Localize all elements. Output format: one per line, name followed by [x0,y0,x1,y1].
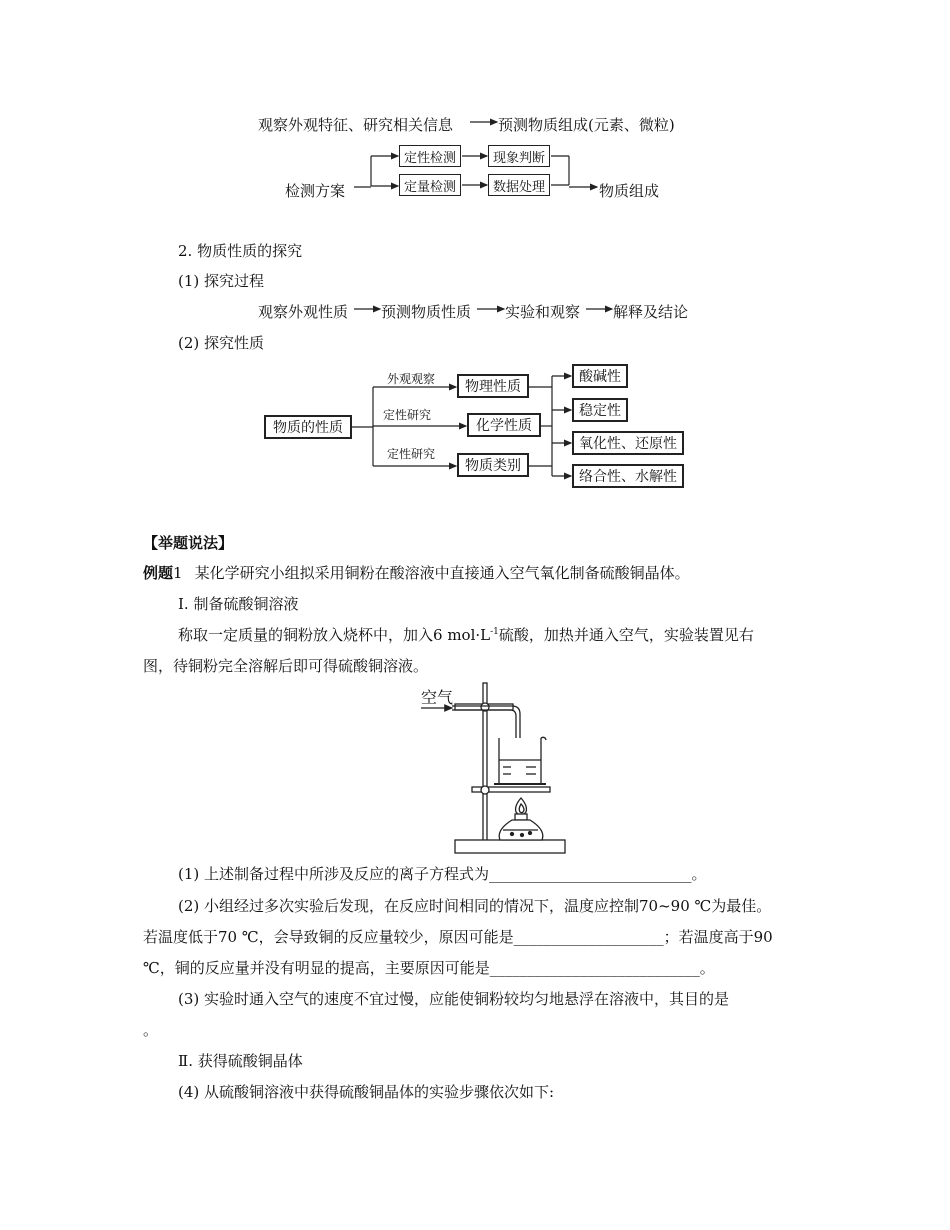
box-qualitative-test: 定性检测 [399,145,461,167]
prop-stability: 稳定性 [572,398,628,422]
para1-line2: 图，待铜粉完全溶解后即可得硫酸铜溶液。 [143,657,429,675]
question-4: (4) 从硫酸铜溶液中获得硫酸铜晶体的实验步骤依次如下: [178,1083,555,1101]
para1-text-b: 硫酸，加热并通入空气，实验装置见右 [498,626,754,644]
prop-complex-hydrolysis: 络合性、水解性 [572,464,684,488]
apparatus-drawing [421,683,565,853]
example-header: 【举题说法】 [143,534,234,552]
question-3b: 。 [143,1021,159,1039]
root-box: 物质的性质 [264,415,352,439]
process-step-3: 实验和观察 [505,303,581,321]
question-2b: 若温度低于70 ℃，会导致铜的反应量较少，原因可能是____________________；若温度高于90 [143,928,773,946]
section2-title: 2. 物质性质的探究 [178,242,303,260]
air-label: 空气 [421,688,454,707]
physical-box: 物理性质 [457,374,529,398]
question-2c: ℃，铜的反应量并没有明显的提高，主要原因可能是____________________________。 [143,959,715,977]
stand-base [455,840,565,853]
label-appearance: 外观观察 [387,372,436,386]
process-step-4: 解释及结论 [613,303,689,321]
flow2-start: 检测方案 [285,182,346,200]
part2-title: Ⅱ. 获得硫酸铜晶体 [178,1052,303,1070]
process-step-1: 观察外观性质 [258,303,349,321]
label-qualitative-1: 定性研究 [383,408,432,422]
question-1: (1) 上述制备过程中所涉及反应的离子方程式为___________________________。 [178,865,707,883]
category-box: 物质类别 [457,453,529,477]
example-label: 例题 [143,564,174,582]
section2-sub1: (1) 探究过程 [178,272,265,290]
flow1-left: 观察外观特征、研究相关信息 [258,116,454,134]
process-step-2: 预测物质性质 [381,303,472,321]
question-2a: (2) 小组经过多次实验后发现，在反应时间相同的情况下，温度应控制70~90 ℃为最佳。 [178,897,772,915]
section2-sub2: (2) 探究性质 [178,334,265,352]
part1-title: Ⅰ. 制备硫酸铜溶液 [178,595,299,613]
chemical-box: 化学性质 [467,413,541,437]
prop-redox: 氧化性、还原性 [572,431,684,455]
beaker [499,738,541,784]
example-number: 1 [173,564,183,582]
label-qualitative-2: 定性研究 [387,447,436,461]
question-3a: (3) 实验时通入空气的速度不宜过慢，应能使铜粉较均匀地悬浮在溶液中，其目的是 [178,990,730,1008]
flow1-right: 预测物质组成(元素、微粒) [498,116,675,134]
box-data-process: 数据处理 [488,174,550,196]
example-intro: 某化学研究小组拟采用铜粉在酸溶液中直接通入空气氧化制备硫酸铜晶体。 [194,564,690,582]
box-phenomenon-judge: 现象判断 [488,145,550,167]
para1-text-a: 称取一定质量的铜粉放入烧杯中，加入6 mol·L [178,626,491,644]
flow2-end: 物质组成 [599,182,660,200]
para1-superscript: -1 [490,627,499,637]
box-quantitative-test: 定量检测 [399,174,461,196]
prop-acid-base: 酸碱性 [572,364,628,388]
